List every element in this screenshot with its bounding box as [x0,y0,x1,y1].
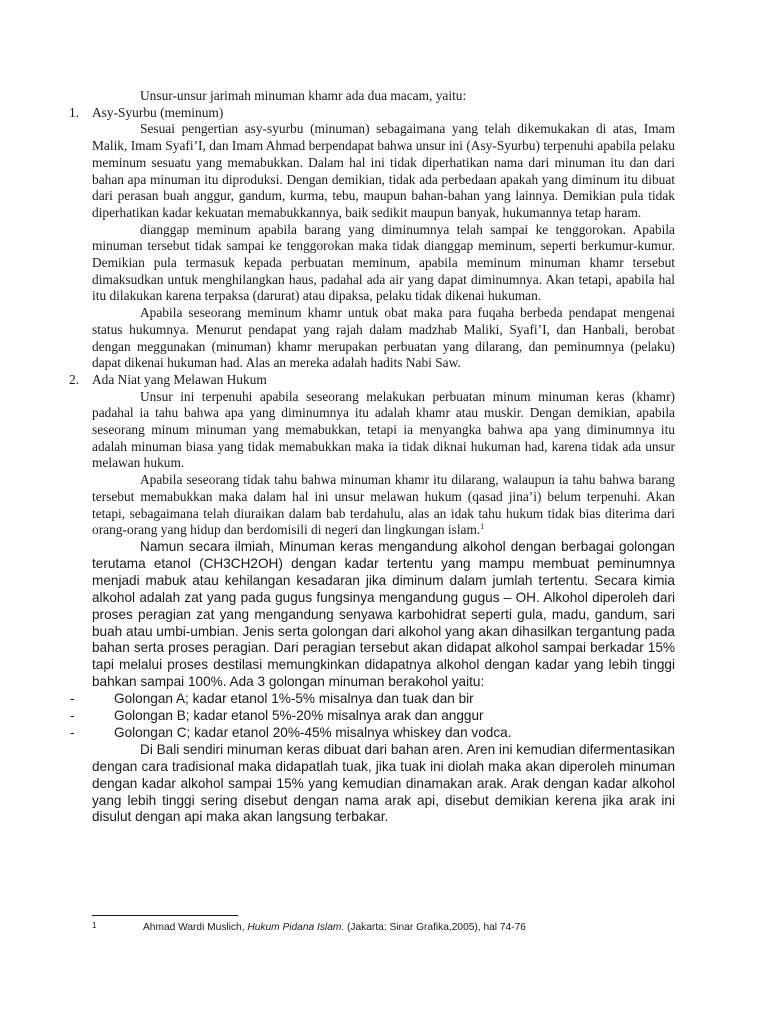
footnote-book-title: Hukum Pidana Islam [247,922,342,933]
section-2-heading [69,371,675,389]
footnote-text [143,921,526,934]
document-body [69,88,675,826]
list-item-text: Golongan C; kadar etanol 20%-45% misalnya whiskey dan vodca. [114,724,512,740]
list-bullet: - [70,691,75,707]
section-1-number: 1. [69,104,80,120]
section-1-title: Asy-Syurbu (meminum) [92,104,224,120]
intro-paragraph: Unsur-unsur jarimah minuman khamr ada dua macam, yaitu: [140,88,467,103]
footnote-number: 1 [92,921,97,930]
section-1-heading [69,104,675,122]
section-1-paragraph-1: Sesuai pengertian asy-syurbu (minuman) sebagaimana yang telah dikemukakan di atas, Imam Malik, Imam Syafi’I, dan Imam Ahmad berpendapat bahwa unsur ini (Asy-Syurbu) terpenuhi apabila pelaku meminum sesuatu yang memabukkan. Dalam hal ini tidak diperhatikan nama dari minuman itu dan dari bahan apa minuman itu diproduksi. Dengan demikian, tidak ada perbedaan apakah yang diminum itu dibuat dari perasan buah anggur, gandum, kurma, tebu, maupun bahan-bahan yang lainnya. Demikian pula tidak diperhatikan kadar kekuatan memabukkannya, baik sedikit maupun banyak, hukumannya tetap haram. [92,121,675,220]
list-item-text: Golongan B; kadar etanol 5%-20% misalnya arak dan anggur [114,708,484,724]
section-2-paragraph-3: Namun secara ilmiah, Minuman keras mengandung alkohol dengan berbagai golongan terutama etanol (CH3CH2OH) dengan kadar tertentu yang mampu membuat peminumnya menjadi mabuk atau kehilangan kesadaran jika diminum dalam jumlah tertentu. Secara kimia alkohol adalah zat yang pada gugus fungsinya mengandung gugus – OH. Alkohol diperoleh dari proses peragian zat yang mengandung senyawa karbohidrat seperti gula, madu, gandum, sari buah atau umbi-umbian. Jenis serta golongan dari alkohol yang akan dihasilkan tergantung pada bahan serta proses peragian. Dari peragian tersebut akan didapat alkohol sampai berkadar 15% tapi melalui proses destilasi memungkinkan didapatnya alkohol dengan kadar yang lebih tinggi bahkan sampai 100%. Ada 3 golongan minuman berakohol yaitu: [92,538,675,690]
list-bullet: - [70,724,75,740]
list-item [70,724,675,742]
section-2-paragraph-2-text: Apabila seseorang tidak tahu bahwa minuman khamr itu dilarang, walaupun ia tahu bahwa barang tersebut memabukkan maka dalam hal ini unsur melawan hukum (qasad jina’i) belum terpenuhi. Akan tetapi, sebagaimana telah diuraikan dalam bab terdahulu, alas an idak tahu hukum tidak bias diterima dari orang-orang yang hidup dan berdomisili di negeri dan lingkungan islam. [92,472,675,538]
list-item [70,691,675,708]
footnote-author: Ahmad Wardi Muslich, [143,922,248,933]
footnote-reference[interactable]: 1 [480,522,485,532]
list-bullet: - [70,708,75,724]
list-item [70,708,675,725]
list-item-text: Golongan A; kadar etanol 1%-5% misalnya dan tuak dan bir [114,691,474,707]
section-2-number: 2. [69,371,80,387]
section-2-paragraph-4: Di Bali sendiri minuman keras dibuat dari bahan aren. Aren ini kemudian difermentasikan dengan cara tradisional maka didapatlah tuak, jika tuak ini diolah maka akan diperoleh minuman dengan kadar alkohol sampai 15% yang kemudian dinamakan arak. Arak dengan kadar alkohol yang lebih tinggi sering disebut dengan nama arak api, disebut demikian kerena jika arak ini disulut dengan api maka akan langsung terbakar. [92,741,675,825]
section-1-paragraph-3: Apabila seseorang meminum khamr untuk obat maka para fuqaha berbeda pendapat mengenai status hukumnya. Menurut pendapat yang rajah dalam madzhab Maliki, Syafi’I, dan Hanbali, berobat dengan meggunakan (minuman) khamr merupakan perbuatan yang dilarang, dan peminumnya (pelaku) dapat dikenai hukuman had. Alas an mereka adalah hadits Nabi Saw. [92,305,675,371]
section-2-title: Ada Niat yang Melawan Hukum [92,371,267,387]
footnote-publication: . (Jakarta: Sinar Grafika,2005), hal 74-76 [341,922,526,933]
section-1-paragraph-2: dianggap meminum apabila barang yang diminumnya telah sampai ke tenggorokan. Apabila minuman tersebut tidak sampai ke tenggorokan maka tidak dianggap meminum, seperti berkumur-kumur. Demikian pula termasuk kepada perbuatan meminum, apabila meminum minuman khamr tersebut dimaksudkan untuk menghilangkan haus, padahal ada air yang dapat diminumnya. Akan tetapi, apabila hal itu dilakukan karena terpaksa (darurat) atau dipaksa, pelaku tidak dikenai hukuman. [92,221,675,304]
footnote-separator [92,915,238,916]
section-2-paragraph-2 [92,472,675,539]
section-2-paragraph-1: Unsur ini terpenuhi apabila seseorang melakukan perbuatan minum minuman keras (khamr) padahal ia tahu bahwa apa yang diminumnya itu adalah khamr atau muskir. Dengan demikian, apabila seseorang minum minuman yang memabukkan, tetapi ia menyangka bahwa apa yang diminumnya itu adalah minuman biasa yang tidak memabukkan maka ia tidak diknai hukuman had, karena tidak ada unsur melawan hukum. [92,388,675,471]
